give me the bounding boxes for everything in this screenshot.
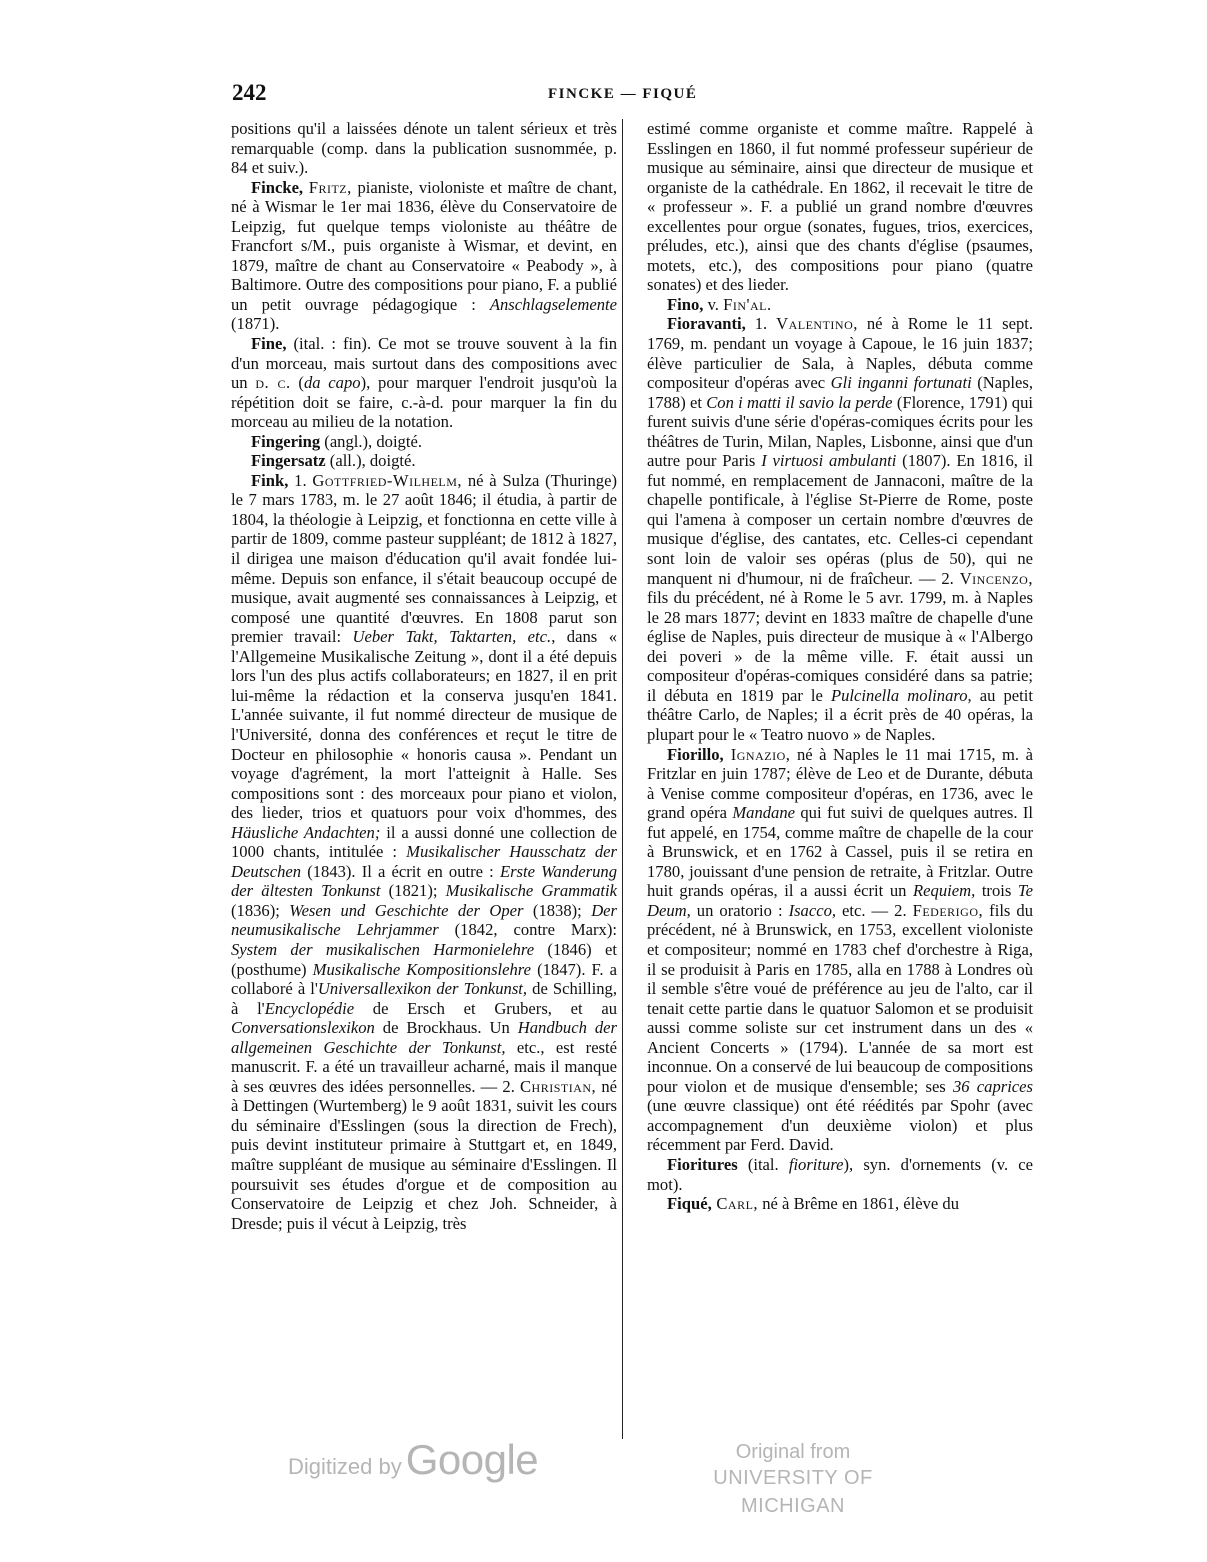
- work-title: Isacco,: [788, 900, 837, 920]
- entry-text: etc. — 2.: [836, 900, 913, 920]
- cross-reference: Fin'al.: [723, 294, 772, 314]
- entry-text: fils du précédent, né à Brunswick, en 1753, excellent violoniste et compositeur; nommé en 1783 chef d'orchestre à Riga, il se produisit à Paris en 1785, alla en 1788 à Londres où il semble s'être voué de préférence au jeu de l'alto, car il tenait cette partie dans le quatuor Salomon et se produisit aussi comme soliste sur cet instrument dans un des « Ancient Concerts » (1794). L'année de sa mort est inconnue. On a conservé de lui beaucoup de compositions pour violon et de musique d'ensemble; ses: [647, 900, 1033, 1096]
- entry-text: (Naples, 1788) et: [647, 373, 1033, 412]
- entry-text: 1.: [745, 314, 777, 334]
- headword: Fioravanti,: [667, 314, 746, 334]
- running-head: FINCKE — FIQUÉ: [548, 86, 698, 102]
- work-title: Pulcinella molinaro,: [831, 685, 972, 705]
- given-name: Gottfried-Wilhelm,: [312, 470, 463, 490]
- paragraph-continuation: estimé comme organiste et comme maître. Rappelé à Esslingen en 1860, il fut nommé professeur supérieur de musique au séminaire, ainsi que directeur de musique et organiste de la cathédrale. En 1862, il recevait le titre de « professeur ». F. a publié un grand nombre d'œuvres excellentes pour orgue (sonates, fugues, trios, exercices, préludes, etc.), ainsi que des chants d'église (psaumes, motets, etc.), des compositions pour piano (quatre sonates) et des lieder.: [647, 119, 1033, 295]
- entry-text: (1807). En 1816, il fut nommé, en remplacement de Jannaconi, maître de la chapelle pontificale, à l'église St-Pierre de Rome, poste qui l'amena à composer un certain nombre d'œuvres de musique d'église, des cantates, etc. Celles-ci cependant sont loin de valoir ses opéras (plus de 50), qui ne manquent ni d'humour, ni de fraîcheur. — 2.: [647, 451, 1033, 588]
- entry-text: (all.), doigté.: [325, 451, 416, 471]
- work-title: I virtuosi ambulanti: [761, 451, 897, 471]
- headword: Fink,: [251, 470, 289, 490]
- work-title: Handbuch der allgemeinen Geschichte der Tonkunst,: [231, 1018, 617, 1057]
- entry-text: (1871).: [231, 314, 280, 334]
- headword: Fiorillo,: [667, 744, 724, 764]
- entry-fincke: [231, 178, 617, 334]
- entry-fique: [647, 1194, 1033, 1214]
- entry-text: de Schilling, à l': [231, 979, 617, 1018]
- work-title: System der musikalischen Harmonielehre: [231, 939, 535, 959]
- digitized-by-label: Digitized by: [288, 1454, 402, 1479]
- entry-text: de Brockhaus. Un: [374, 1018, 518, 1038]
- entry-text: né à Rome le 11 sept. 1769, m. pendant un voyage à Capoue, le 16 juin 1837; élève particulier de Sala, à Naples, débuta comme compositeur d'opéras avec: [647, 314, 1033, 393]
- headword: Fine,: [251, 334, 287, 354]
- page-number: 242: [232, 80, 267, 105]
- entry-fioritures: [647, 1155, 1033, 1194]
- right-column: [647, 119, 1033, 1214]
- entry-text: né à Naples le 11 mai 1715, m. à Fritzlar en juin 1787; élève de Leo et de Durante, débuta à Venise comme compositeur d'opéras, en 1736, avec le grand opéra: [647, 744, 1033, 823]
- entry-fioravanti: [647, 314, 1033, 744]
- entry-fink: [231, 471, 617, 1233]
- work-title: 36 caprices: [952, 1076, 1033, 1096]
- given-name: Carl,: [711, 1194, 759, 1214]
- entry-text: (: [290, 373, 304, 393]
- term: da capo: [303, 373, 361, 393]
- entry-text: un oratorio :: [690, 900, 789, 920]
- work-title: Mandane: [732, 803, 796, 823]
- entry-text: (1836);: [231, 900, 290, 920]
- headword: Fingering: [251, 431, 321, 451]
- entry-text: qui fut suivi de quelques autres. Il fut appelé, en 1754, comme maître de chapelle de la cour à Brunswick, et en 1762 à Cassel, puis il se retira en 1780, jouissant d'une pension de retraite, à Fritzlar. Outre huit grands opéras, il a aussi écrit un: [647, 803, 1033, 901]
- work-title: Te Deum,: [647, 881, 1033, 920]
- original-from-watermark: [668, 1440, 918, 1520]
- paragraph-continuation: positions qu'il a laissées dénote un talent sérieux et très remarquable (comp. dans la publication susnommée, p. 84 et suiv.).: [231, 119, 617, 178]
- work-title: Conversationslexikon: [231, 1018, 375, 1038]
- work-title: Con i matti il savio la perde: [706, 392, 893, 412]
- term: fioriture: [788, 1154, 844, 1174]
- entry-text: de Ersch et Grubers, et au: [354, 998, 617, 1018]
- entry-text: fils du précédent, né à Rome le 5 avr. 1799, m. à Naples le 28 mars 1877; devint en 1833 maître de chapelle d'une église de Naples, puis directeur de musique à « l'Albergo dei poveri » de la même ville. F. était aussi un compositeur d'opéras-comiques considéré dans sa patrie; il débuta en 1819 par le: [647, 588, 1033, 705]
- given-name: Christian,: [519, 1076, 597, 1096]
- given-name: Ignazio,: [723, 744, 791, 764]
- entry-text: (angl.), doigté.: [320, 431, 422, 451]
- entry-text: (Florence, 1791) qui furent suivis d'une série d'opéras-comiques écrits pour les théâtres de Turin, Milan, Naples, Lisbonne, ainsi que d'un autre pour Paris: [647, 392, 1033, 471]
- work-title: Musikalischer Hausschatz der Deutschen: [231, 842, 618, 881]
- digitized-by-watermark: [288, 1436, 538, 1484]
- work-title: Anschlagselemente: [489, 294, 617, 314]
- original-from-label: Original from: [735, 1441, 851, 1463]
- entry-text: (1842, contre Marx):: [438, 920, 617, 940]
- entry-text: 1.: [288, 470, 313, 490]
- headword: Fingersatz: [251, 451, 326, 471]
- column-divider: [622, 119, 623, 1439]
- entry-text: etc., est resté manuscrit. F. a été un travailleur acharné, mais il manque à ses œuvres des idées personnelles. — 2.: [231, 1037, 617, 1096]
- entry-fiorillo: [647, 745, 1033, 1155]
- work-title: Ueber Takt, Taktarten, etc.: [352, 627, 552, 647]
- given-name: Vincenzo,: [959, 568, 1033, 588]
- entry-fingering: [231, 432, 617, 452]
- entry-text: au petit théâtre Carlo, de Naples; il a écrit près de 40 opéras, la plupart pour le « Teatro nuovo » de Naples.: [647, 685, 1034, 744]
- entry-text: né à Dettingen (Wurtemberg) le 9 août 1831, suivit les cours du séminaire d'Esslingen (sous la direction de Frech), puis devint instituteur primaire à Stuttgart et, en 1849, maître suppléant de musique au séminaire d'Esslingen. Il poursuivit ses études d'orgue et de composition au Conservatoire de Leipzig et chez Joh. Schneider, à Dresde; puis il vécut à Leipzig, très: [231, 1076, 617, 1233]
- headword: Fino,: [667, 294, 704, 314]
- entry-fingersatz: [231, 451, 617, 471]
- entry-text: (1821);: [380, 881, 446, 901]
- headword: Fincke,: [251, 177, 304, 197]
- entry-text: (1847). F. a collaboré à l': [231, 959, 617, 999]
- entry-text: , dans « l'Allgemeine Musikalische Zeitung », dont il a été depuis lors l'un des plus actifs collaborateurs; en 1827, il en prit lui-même la rédaction et la conserva jusqu'en 1841. L'année suivante, il fut nommé directeur de musique de l'Université, donna des conférences et reçut le titre de Docteur en philosophie « honoris causa ». Pendant un voyage d'agrément, la mort l'atteignit à Halle. Ses compositions sont : des morceaux pour piano et violon, des lieder, trios et quatuors pour voix d'hommes, des: [231, 627, 617, 823]
- headword: Fioritures: [667, 1154, 738, 1174]
- work-title: Wesen und Geschichte der Oper: [289, 900, 524, 920]
- headword: Fiqué,: [667, 1194, 712, 1214]
- entry-text: (une œuvre classique) ont été réédités par Spohr (avec accompagnement d'un deuxième violon) et plus récemment par Ferd. David.: [647, 1096, 1033, 1155]
- abbreviation: d. c.: [255, 373, 291, 393]
- work-title: Universallexikon der Tonkunst,: [317, 979, 528, 999]
- entry-text: v.: [703, 294, 724, 314]
- entry-text: ), pour marquer l'endroit jusqu'où la répétition doit se faire, c.-à-d. pour marquer la fin du morceau au milieu de la notation.: [231, 373, 617, 432]
- entry-fino: [647, 295, 1033, 315]
- work-title: Requiem,: [913, 881, 976, 901]
- work-title: Häusliche Andachten;: [231, 822, 381, 842]
- entry-text: (1838);: [523, 900, 592, 920]
- entry-text: pianiste, violoniste et maître de chant, né à Wismar le 1er mai 1836, élève du Conservatoire de Leipzig, fut quelque temps violoniste au théâtre de Francfort s/M., puis organiste à Wismar, et devint, en 1879, maître de chant au Conservatoire « Peabody », à Baltimore. Outre des compositions pour piano, F. a publié un petit ouvrage pédagogique :: [231, 177, 617, 314]
- entry-text: (ital. : fin). Ce mot se trouve souvent à la fin d'un morceau, mais surtout dans des compositions avec un: [231, 334, 617, 393]
- given-name: Federigo,: [912, 900, 984, 920]
- given-name: Valentino,: [776, 314, 858, 334]
- work-title: Erste Wanderung der ältesten Tonkunst: [231, 861, 618, 901]
- entry-text: (1843). Il a écrit en outre :: [301, 861, 500, 881]
- entry-text: né à Brême en 1861, élève du: [758, 1194, 959, 1214]
- work-title: Gli inganni fortunati: [830, 373, 972, 393]
- entry-text: (ital.: [737, 1154, 789, 1174]
- left-column: [231, 119, 617, 1233]
- work-title: Der neumusikalische Lehrjammer: [231, 900, 617, 940]
- work-title: Musikalische Grammatik: [445, 881, 618, 901]
- work-title: Musikalische Kompositionslehre: [312, 959, 532, 979]
- given-name: Fritz,: [308, 177, 352, 197]
- entry-text: ), syn. d'ornements (v. ce mot).: [647, 1154, 1033, 1194]
- university-label: UNIVERSITY OF MICHIGAN: [713, 1467, 873, 1517]
- google-logo: Google: [405, 1436, 539, 1483]
- entry-text: (1846) et (posthume): [231, 939, 617, 979]
- work-title: Encyclopédie: [264, 998, 355, 1018]
- entry-text: né à Sulza (Thuringe) le 7 mars 1783, m. le 27 août 1846; il étudia, à partir de 1804, la théologie à Leipzig, et fonctionna en cette ville à partir de 1809, comme pasteur suppléant; de 1812 à 1827, il dirigea une maison d'éducation qu'il avait fondée lui-même. Depuis son enfance, il s'était beaucoup occupé de musique, avait augmenté ses connaissances à Leipzig, et composé une quantité d'œuvres. En 1808 parut son premier travail:: [231, 470, 617, 647]
- entry-text: trois: [975, 881, 1018, 901]
- entry-fine: [231, 334, 617, 432]
- entry-text: il a aussi donné une collection de 1000 chants, intitulée :: [231, 822, 617, 862]
